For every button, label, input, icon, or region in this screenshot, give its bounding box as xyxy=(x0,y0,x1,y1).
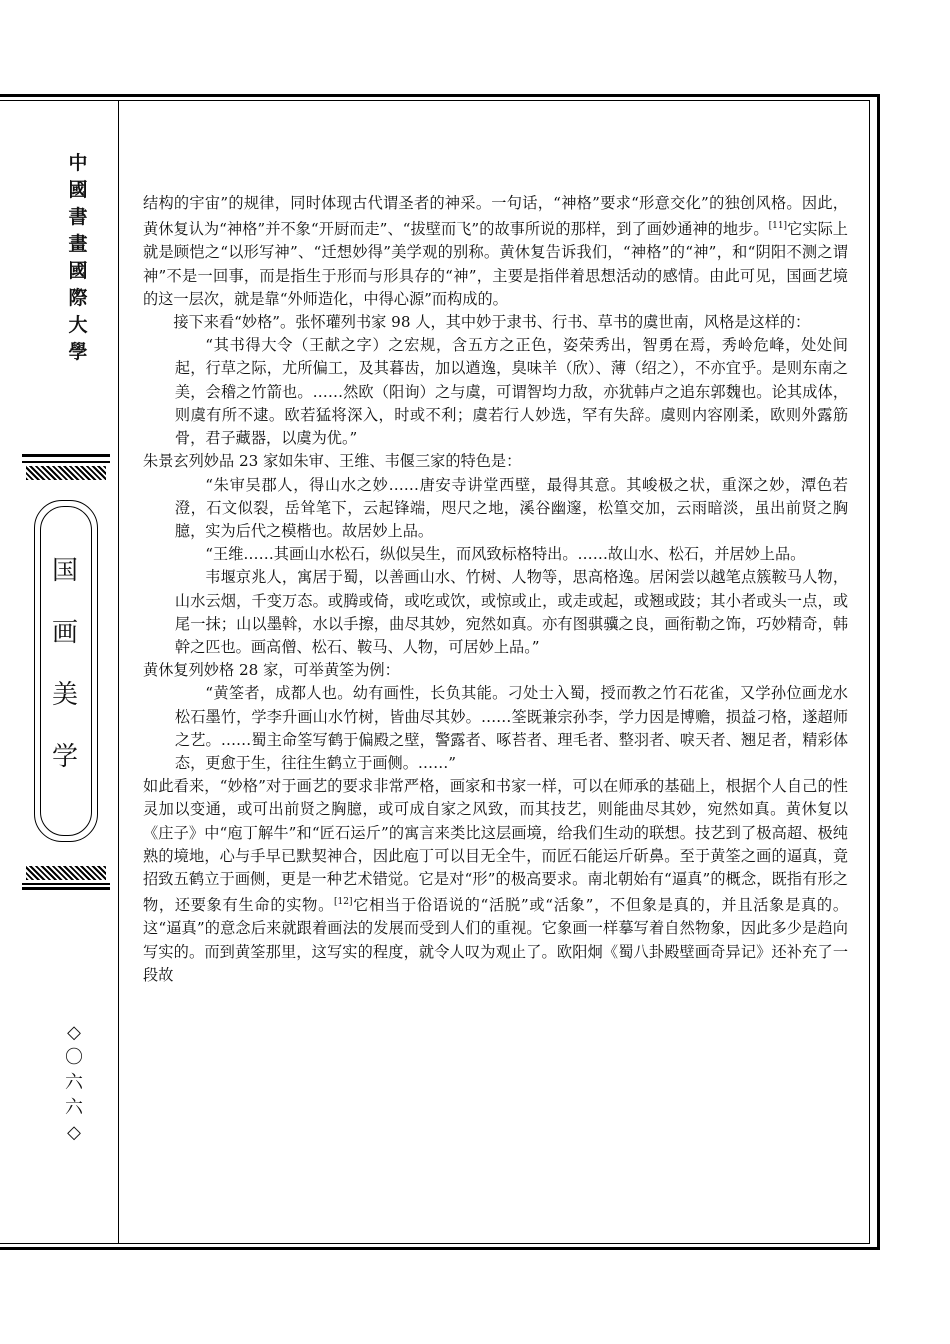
book-title-char: 美 xyxy=(51,680,78,710)
quote-paragraph: “黄筌者，成都人也。幼有画性，长负其能。刁处士入蜀，授而教之竹石花雀，又学孙位画龙水松石墨竹，学李升画山水竹树，皆曲尽其妙。……筌既兼宗孙李，学力因是博赡，损益刁格，遂超师之艺。……蜀主命筌写鹤于偏殿之壁，警露者、啄苔者、理毛者、整羽者、唳天者、翘足者，精彩体态，更愈于生，往往生鹤立于画侧。……” xyxy=(174,684,848,772)
ornament-hatch xyxy=(26,866,106,880)
quote-paragraph: “其书得大令（王献之字）之宏规，含五方之正色，姿荣秀出，智勇在焉，秀岭危峰，处处间起，行草之际，尤所偏工，及其暮齿，加以遒逸，臭味羊（欣）、薄（绍之），不亦宜乎。是则东南之美，会稽之竹箭也。……然欧（阳询）之与虞，可谓智均力敌，亦犹韩卢之追东郭魏也。论其成体，则虞有所不逮。欧若猛将深入，时或不利；虞若行人妙选，罕有失辞。虞则内容刚柔，欧则外露筋骨，君子藏器，以虞为优。” xyxy=(174,336,848,448)
page-number: ◇〇六六◇ xyxy=(65,1022,83,1143)
paragraph: 如此看来，“妙格”对于画艺的要求非常严格，画家和书家一样，可以在师承的基础上，根据个人自己的性灵加以变通，或可出前贤之胸臆，或可成自家之风致，而其技艺，则能曲尽其妙，宛然如真。黄休复以《庄子》中“庖丁解牛”和“匠石运斤”的寓言来类比这层画境，给我们生动的联想。技艺到了极高超、极纯熟的境地，心与手早已默契神合，因此庖丁可以目无全牛，而匠石能运斤斫鼻。至于黄筌之画的逼真，竟招致五鹤立于画侧，更是一种艺术错觉。它是对“形”的极高要求。南北朝始有“逼真”的概念，既指有形之物，还要象有生命的实物。[12]它相当于俗语说的“活脱”或“活象”，不但象是真的，并且活象是真的。这“逼真”的意念后来就跟着画法的发展而受到人们的重视。它象画一样摹写着自然物象，因此多少是趋向写实的。而到黄筌那里，这写实的程度，就令人叹为观止了。欧阳炯《蜀八卦殿壁画奇异记》还补充了一段故 xyxy=(143,777,849,984)
paragraph: 黄休复列妙格 28 家，可举黄筌为例： xyxy=(143,661,400,680)
ornament-hatch xyxy=(26,466,106,480)
book-title-char: 国 xyxy=(51,556,78,586)
book-title xyxy=(50,540,80,788)
ornament-bar xyxy=(22,461,110,463)
quote-paragraph: “朱审吴郡人，得山水之妙……唐安寺讲堂西壁，最得其意。其峻极之状，重深之妙，潭色若澄，石文似裂，岳耸笔下，云起锋端，咫尺之地，溪谷幽邃，松篁交加，云雨暗淡，虽出前贤之胸臆，实为后代之模楷也。故居妙上品。 xyxy=(174,475,848,540)
quote-paragraph: 韦堰京兆人，寓居于蜀，以善画山水、竹树、人物等，思高格逸。居闲尝以越笔点簇鞍马人物，山水云烟，千变万态。或腾或倚，或吃或饮，或惊或止，或走或起，或翘或跂；其小者或头一点，或尾一抹；山以墨斡，水以手擦，曲尽其妙，宛然如真。亦有图骐骥之良，画衔勒之饰，巧妙精奇，韩幹之匹也。画高僧、松石、鞍马、人物，可居妙上品。” xyxy=(174,568,848,656)
school-name-vertical: 中國書畫國際大學 xyxy=(68,152,88,363)
block-quote xyxy=(143,682,848,775)
main-text xyxy=(143,192,848,987)
book-title-char: 画 xyxy=(51,618,78,648)
footnote-ref: [11] xyxy=(768,221,788,232)
paragraph: 结构的宇宙”的规律，同时体现古代谓圣者的神采。一句话，“神格”要求“形意交化”的独创风格。因此，黄休复认为“神格”并不象“开厨而走”、“拔壁而飞”的故事所说的那样，到了画妙通神的地步。[11]它实际上就是顾恺之“以形写神”、“迁想妙得”美学观的别称。黄休复告诉我们，“神格”的“神”，和“阴阳不测之谓神”不是一回事，而是指生于形而与形具存的“神”，主要是指伴着思想活动的感情。由此可见，国画艺境的这一层次，就是靠“外师造化，中得心源”而构成的。 xyxy=(143,194,848,308)
paragraph: 接下来看“妙格”。张怀瓘列书家 98 人，其中妙于隶书、行书、草书的虞世南，风格是这样的： xyxy=(173,313,811,332)
footnote-ref: [12] xyxy=(334,897,353,908)
quote-paragraph: “王维……其画山水松石，纵似吴生，而风致标格特出。……故山水、松石，并居妙上品。 xyxy=(205,545,806,564)
block-quote xyxy=(143,334,848,450)
ornament-bar xyxy=(22,454,110,457)
ornament-bar xyxy=(22,883,110,885)
sidebar-divider xyxy=(118,100,119,1244)
block-quote xyxy=(143,474,848,660)
ornament-bar xyxy=(22,887,110,890)
book-title-char: 学 xyxy=(51,742,78,772)
paragraph: 朱景玄列妙品 23 家如朱审、王维、韦偃三家的特色是： xyxy=(143,452,522,471)
